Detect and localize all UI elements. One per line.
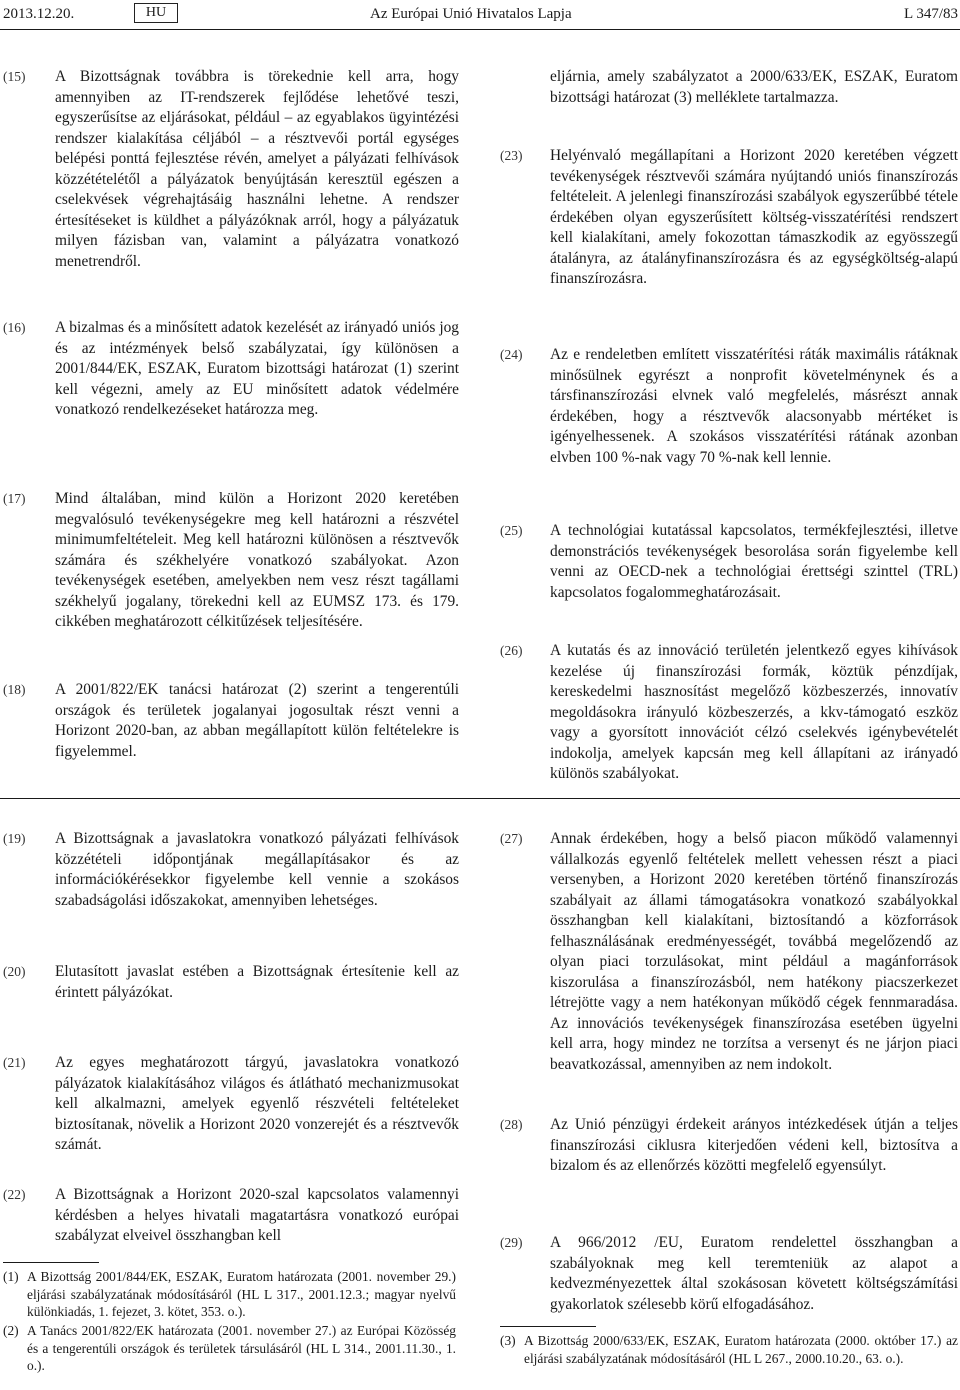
recital-number: (16) <box>3 320 26 335</box>
recital-text: Az e rendeletben említett visszatérítési ráták maximális rátáknak minősülnek egyrészt a nonprofit követelménynek és a társfinanszírozási elvnek való megfelelés, másrészt annak érdekében, hogy a résztvevők alacsonyabb mértéket is igényelhessenek. A szokásos visszatérítési rátának azonban elvben 100 %-nak vagy 70 %-nak kell lennie. <box>550 346 958 466</box>
recital-text: A Bizottságnak a Horizont 2020-szal kapcsolatos valamennyi kérdésben a helyes hivatali magatartásra vonatkozó európai szabályzat elveivel összhangban kell <box>55 1186 459 1244</box>
recital-number: (29) <box>500 1235 523 1250</box>
recital-number: (27) <box>500 831 523 846</box>
recital-text: A 2001/822/EK tanácsi határozat (2) szerint a tengerentúli országok és területek jogalanyai jogosultak részt venni a Horizont 2020-ban, az abban megállapított külön feltételekre is figyelemmel. <box>55 681 459 760</box>
header-rule <box>0 29 960 30</box>
recital-number: (24) <box>500 347 523 362</box>
recital-text: Helyénvaló megállapítani a Horizont 2020 keretében végzett tevékenységek résztvevői számára nyújtandó uniós finanszírozás feltételeit. A jelenlegi finanszírozási szabályok egyszerűbbé tétele érdekében olyan egyszerűsített költség-visszatérítési rendszert kell kialakítani, amely fokozottan támaszkodik az egyösszegű átalányra, az átalányfinanszírozásra és az egységköltség-alapú finanszírozásra. <box>550 147 958 287</box>
footnote-text: A Bizottság 2001/844/EK, ESZAK, Euratom határozata (2001. november 29.) eljárási szabályzatának módosításáról (HL L 317., 2001.12.3.; magyar nyelvű különkiadás, 1. fejezet, 3. kötet, 353. o.). <box>27 1269 456 1319</box>
recital-text: A Bizottságnak a javaslatokra vonatkozó pályázati felhívások közzétételi időpontjának megállapításakor és az információkérésekkor figyelembe kell vennie a szokásos szabadságolási időszakokat, amennyiben lehetséges. <box>55 830 459 909</box>
recital-text: Az egyes meghatározott tárgyú, javaslatokra vonatkozó pályázatok kialakításához világos és átlátható mechanizmusokat kell alkalmazni, amelyek egyenlő részvételi feltételeket biztosítanak, növelik a Horizont 2020 vonzerejét és a résztvevők számát. <box>55 1054 459 1153</box>
recital-22-continuation: eljárnia, amely szabályzatot a 2000/633/EK, ESZAK, Euratom bizottsági határozat (3) melléklete tartalmazza. <box>550 68 958 106</box>
recital-number: (20) <box>3 964 26 979</box>
recital-number: (21) <box>3 1055 26 1070</box>
recital-text: Az Unió pénzügyi érdekeit arányos intézkedések útján a teljes finanszírozási ciklusra kiterjedően védeni kell, biztosítva a bizalom és az ellenőrzés közötti megfelelő egyensúlyt. <box>550 1116 958 1174</box>
recital-number: (22) <box>3 1187 26 1202</box>
footnote-text: A Tanács 2001/822/EK határozata (2001. november 27.) az Európai Közösség és a tengerentúli országok és területek társulásáról (HL L 314., 2001.11.30., 1. o.). <box>27 1323 456 1373</box>
recital-text: A kutatás és az innováció területén jelentkező egyes kihívások kezelése új finanszírozási formák, köztük pénzdíjak, kereskedelmi hasznosítást megelőző közbeszerzés, innovatív megoldásokra irányuló közbeszerzés, a kkv-támogató eszköz vagy a gyorsított innovációt célzó cselekvés igénybevételét indokolja, amelyek kapcsán meg kell állapítani az irányadó különös szabályokat. <box>550 642 958 782</box>
footnote-mark: (1) <box>3 1269 19 1284</box>
recital-number: (25) <box>500 523 523 538</box>
footnote-2 <box>3 1322 456 1375</box>
recital-text: Annak érdekében, hogy a belső piacon működő valamennyi vállalkozás egyenlő feltételek mellett vehessen részt a piaci versenyben, a Horizont 2020 keretében történő finanszírozás szabályait az állami támogatásokra vonatkozó szabályokkal összhangban kell kialakítani, biztosítandó a közforrások felhasználásának eredményességét, továbbá megelőzendő az olyan piaci torzulásokat, mint például a magánforrások kiszorulása a finanszírozásból, nem hatékony piacszerkezet létrejötte vagy a nem hatékonyan működő cégek fennmaradása. Az innovációs tevékenységek finanszírozása esetében ügyelni kell arra, hogy mindez ne torzítsa a versenyt és ne járjon piaci beavatkozással, amennyiben az nem indokolt. <box>550 830 958 1073</box>
footnote-3 <box>500 1332 958 1367</box>
recital-number: (23) <box>500 148 523 163</box>
page-number: L 347/83 <box>903 6 958 22</box>
section-divider <box>0 798 960 799</box>
recital-number: (18) <box>3 682 26 697</box>
footnote-1 <box>3 1268 456 1321</box>
footnote-rule <box>3 1262 99 1263</box>
recital-text: Elutasított javaslat estében a Bizottságnak értesítenie kell az érintett pályázókat. <box>55 963 459 1001</box>
recital-number: (15) <box>3 69 26 84</box>
footnote-text: A Bizottság 2000/633/EK, ESZAK, Euratom határozata (2000. október 17.) az eljárási szabályzatának módosításáról (HL L 267., 2000.10.20., 63. o.). <box>524 1333 958 1366</box>
recital-text: A technológiai kutatással kapcsolatos, termékfejlesztési, illetve demonstrációs tevékenységek besorolása során figyelembe kell venni az OECD-nek a technológiai érettségi szinttel (TRL) kapcsolatos fogalommeghatározásait. <box>550 522 958 601</box>
recital-number: (26) <box>500 643 523 658</box>
journal-title: Az Európai Unió Hivatalos Lapja <box>370 6 572 22</box>
recital-text: A bizalmas és a minősített adatok kezelését az irányadó uniós jog és az intézmények belső szabályzatai, így különösen a 2001/844/EK, ESZAK, Euratom bizottsági határozat (1) szerint kell végezni, amely az EU minősített adatok védelmére vonatkozó rendelkezéseket határozza meg. <box>55 319 459 418</box>
recital-number: (28) <box>500 1117 523 1132</box>
footnote-rule <box>500 1326 596 1327</box>
recital-number: (17) <box>3 491 26 506</box>
publication-date: 2013.12.20. <box>3 6 75 22</box>
recital-text: A 966/2012 /EU, Euratom rendelettel összhangban a szabályoknak meg kell teremteniük az alapot a kedvezményezettek által szokásosan követett költségszámítási gyakorlatok szélesebb körű elfogadásához. <box>550 1234 958 1313</box>
page-header <box>0 0 960 30</box>
footnote-mark: (2) <box>3 1323 19 1338</box>
language-badge: HU <box>134 3 178 23</box>
recital-text: Mind általában, mind külön a Horizont 2020 keretében megvalósuló tevékenységekre meg kell határozni a részvétel minimumfeltételeit. Meg kell határozni különösen a résztvevők számára és székhelyére vonatkozó szabályokat. Azon tevékenységek esetében, amelyekben nem vesz részt tagállami székhelyű jogalany, törekedni kell az EUMSZ 173. és 179. cikkében meghatározott célkitűzések teljesítésére. <box>55 490 459 630</box>
footnote-mark: (3) <box>500 1333 516 1348</box>
recital-text: A Bizottságnak továbbra is törekednie kell arra, hogy amennyiben az IT-rendszerek fejlődése lehetővé teszi, egyszerűsítse az eljárásokat, például – az egyablakos ügyintézési rendszer kialakítása céljából – a résztvevői portál egységes belépési ponttá fejlesztése révén, amelyet a pályázati felhívások közzétételétől a pályázatok benyújtásán keresztül egészen a cselekvések végrehajtásáig használni lehetne. A rendszer értesítéseket is küldhet a pályázóknak arról, hogy a pályázatuk milyen fázisban van, valamint a pályázatra vonatkozó menetrendről. <box>55 68 459 270</box>
recital-number: (19) <box>3 831 26 846</box>
